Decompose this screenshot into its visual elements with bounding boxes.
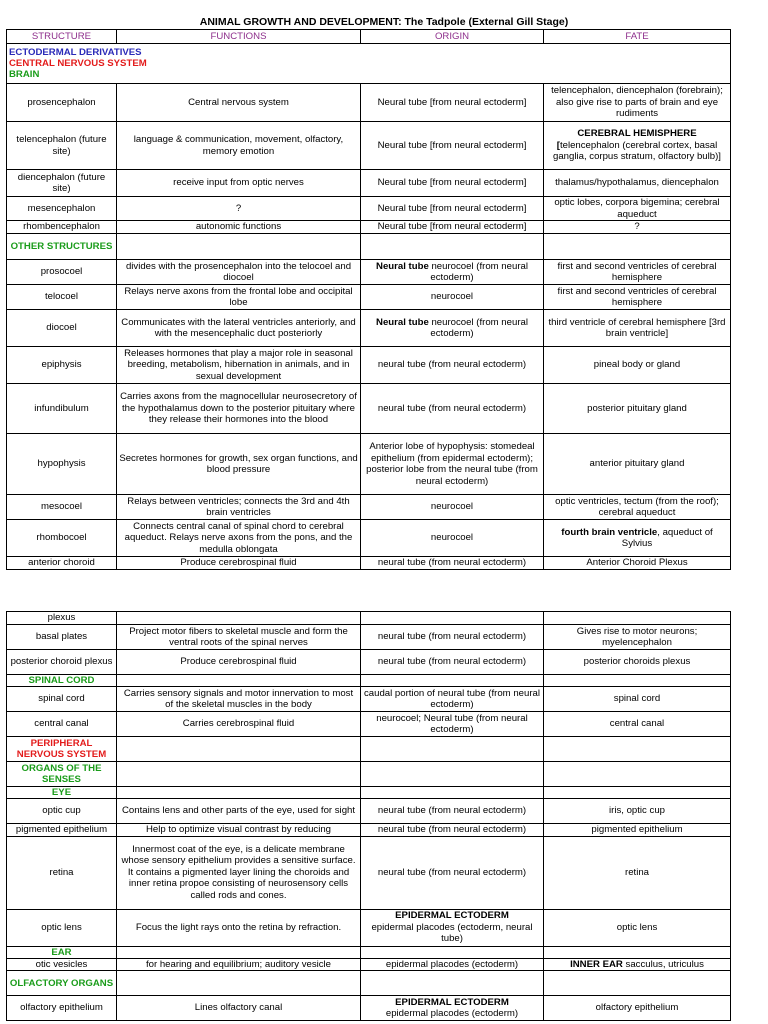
table-row [7, 170, 731, 197]
function-cell: Connects central canal of spinal chord to cerebral aqueduct. Relays nerve axons from the pons, and the medulla oblongata [117, 520, 361, 557]
document-title: ANIMAL GROWTH AND DEVELOPMENT: The Tadpole (External Gill Stage) [199, 16, 569, 28]
origin-cell: Neural tube [from neural ectoderm] [361, 122, 544, 170]
table-row [7, 909, 731, 946]
origin-bold-text: EPIDERMAL ECTODERM [395, 910, 509, 922]
function-cell: Carries sensory signals and motor innervation to most of the skeletal muscles in the body [117, 687, 361, 712]
origin-text: epidermal placodes (ectoderm) [385, 1008, 519, 1020]
table-row [7, 675, 731, 687]
structure-cell: pigmented epithelium [7, 824, 117, 837]
function-cell: Releases hormones that play a major role in seasonal breeding, metabolism, hibernation in animals, and in sexual development [117, 347, 361, 384]
empty-cell [361, 971, 544, 996]
fate-cell: optic ventricles, tectum (from the roof); cerebral aqueduct [544, 495, 731, 520]
fate-cell: optic lobes, corpora bigemina; cerebral aqueduct [544, 197, 731, 221]
fate-text: sacculus, utriculus [622, 958, 704, 970]
fate-cell: anterior pituitary gland [544, 434, 731, 495]
empty-cell [544, 612, 731, 625]
central-nervous-system-heading: CENTRAL NERVOUS SYSTEM [9, 57, 147, 69]
empty-cell [117, 971, 361, 996]
fate-cell: thalamus/hypothalamus, diencephalon [544, 170, 731, 197]
function-cell: Carries axons from the magnocellular neurosecretory of the hypothalamus down to the posterior pituitary where they release their hormones into the blood [117, 384, 361, 434]
section-row [7, 44, 731, 84]
structure-cell: infundibulum [7, 384, 117, 434]
table-row [7, 958, 731, 971]
empty-cell [544, 675, 731, 687]
section-heading-cell [7, 44, 731, 84]
header-fate: FATE [544, 30, 731, 44]
function-cell: Contains lens and other parts of the eye, used for sight [117, 799, 361, 824]
origin-text: epidermal placodes (ectoderm, neural tube) [371, 921, 533, 945]
structure-cell: telencephalon (future site) [7, 122, 117, 170]
origin-cell: Neural tube [from neural ectoderm] [361, 197, 544, 221]
table-row [7, 737, 731, 762]
fate-cell: olfactory epithelium [544, 996, 731, 1021]
origin-cell: neural tube (from neural ectoderm) [361, 625, 544, 650]
function-cell: Produce cerebrospinal fluid [117, 557, 361, 570]
structure-cell: epiphysis [7, 347, 117, 384]
structure-cell: olfactory epithelium [7, 996, 117, 1021]
table-row [7, 787, 731, 799]
origin-bold-text: EPIDERMAL ECTODERM [395, 996, 509, 1008]
fate-cell [544, 958, 731, 971]
peripheral-nervous-system-heading: PERIPHERAL NERVOUS SYSTEM [7, 737, 117, 762]
fate-cell [544, 520, 731, 557]
table-row [7, 434, 731, 495]
origin-bold-text: Neural tube [376, 260, 429, 272]
ectodermal-derivatives-heading: ECTODERMAL DERIVATIVES [9, 46, 142, 58]
table-row [7, 625, 731, 650]
table-page-1 [6, 29, 731, 570]
fate-cell: first and second ventricles of cerebral hemisphere [544, 260, 731, 285]
origin-text: neurocoel (from neural ectoderm) [428, 260, 528, 283]
function-cell: Innermost coat of the eye, is a delicate membrane whose sensory epithelium provides a sensitive surface. It contains a pigmented layer lining the choroids and inner retina propoe consisting of neurosensory cells called rods and cones. [117, 836, 361, 909]
function-cell: Carries cerebrospinal fluid [117, 712, 361, 737]
empty-cell [544, 762, 731, 787]
empty-cell [544, 234, 731, 260]
empty-cell [361, 787, 544, 799]
structure-cell: diencephalon (future site) [7, 170, 117, 197]
empty-cell [117, 762, 361, 787]
structure-cell: plexus [7, 612, 117, 625]
header-origin: ORIGIN [361, 30, 544, 44]
function-cell: Communicates with the lateral ventricles anteriorly, and with the mesencephalic duct posteriorly [117, 310, 361, 347]
function-cell: Focus the light rays onto the retina by refraction. [117, 909, 361, 946]
function-cell: Lines olfactory canal [117, 996, 361, 1021]
header-row [7, 30, 731, 44]
origin-cell: epidermal placodes (ectoderm) [361, 958, 544, 971]
table-row [7, 836, 731, 909]
empty-cell [361, 946, 544, 958]
table-row [7, 285, 731, 310]
function-cell: Help to optimize visual contrast by reducing [117, 824, 361, 837]
table-row [7, 234, 731, 260]
table-row [7, 557, 731, 570]
structure-cell: optic lens [7, 909, 117, 946]
origin-cell: Neural tube [from neural ectoderm] [361, 84, 544, 122]
organs-of-the-senses-heading: ORGANS OF THE SENSES [7, 762, 117, 787]
fate-cell: ? [544, 221, 731, 234]
origin-cell: Neural tube [from neural ectoderm] [361, 221, 544, 234]
structure-cell: spinal cord [7, 687, 117, 712]
origin-cell: caudal portion of neural tube (from neural ectoderm) [361, 687, 544, 712]
origin-cell [361, 260, 544, 285]
table-row [7, 762, 731, 787]
origin-cell: neural tube (from neural ectoderm) [361, 824, 544, 837]
function-cell: ? [117, 197, 361, 221]
origin-cell: neurocoel [361, 495, 544, 520]
structure-cell: optic cup [7, 799, 117, 824]
header-functions: FUNCTIONS [117, 30, 361, 44]
origin-cell: neural tube (from neural ectoderm) [361, 347, 544, 384]
fate-cell: pigmented epithelium [544, 824, 731, 837]
structure-cell: mesocoel [7, 495, 117, 520]
table-row [7, 122, 731, 170]
fate-bold-text: fourth brain ventricle [561, 526, 658, 538]
origin-cell [361, 310, 544, 347]
structure-cell: central canal [7, 712, 117, 737]
empty-cell [544, 737, 731, 762]
empty-cell [361, 234, 544, 260]
empty-cell [117, 787, 361, 799]
origin-cell [361, 909, 544, 946]
origin-bold-text: Neural tube [376, 316, 429, 328]
fate-bracket: [ [556, 139, 560, 151]
brain-heading: BRAIN [9, 69, 40, 81]
fate-bold-text: INNER EAR [570, 958, 623, 970]
function-cell: Relays between ventricles; connects the 3rd and 4th brain ventricles [117, 495, 361, 520]
table-row [7, 971, 731, 996]
fate-bold-text: CEREBRAL HEMISPHERE [577, 128, 697, 140]
structure-cell: telocoel [7, 285, 117, 310]
empty-cell [117, 737, 361, 762]
fate-cell: retina [544, 836, 731, 909]
function-cell: divides with the prosencephalon into the telocoel and diocoel [117, 260, 361, 285]
header-structure: STRUCTURE [7, 30, 117, 44]
fate-text: , aqueduct of Sylvius [621, 526, 713, 549]
table-row [7, 712, 731, 737]
fate-cell: telencephalon, diencephalon (forebrain); also give rise to parts of brain and eye rudiments [544, 84, 731, 122]
table-row [7, 612, 731, 625]
empty-cell [361, 675, 544, 687]
empty-cell [117, 612, 361, 625]
fate-cell: central canal [544, 712, 731, 737]
fate-cell: Gives rise to motor neurons; myelencephalon [544, 625, 731, 650]
fate-cell: pineal body or gland [544, 347, 731, 384]
empty-cell [544, 787, 731, 799]
fate-cell: posterior choroids plexus [544, 650, 731, 675]
table-row [7, 687, 731, 712]
table-row [7, 347, 731, 384]
function-cell: Relays nerve axons from the frontal lobe and occipital lobe [117, 285, 361, 310]
table-row [7, 197, 731, 221]
table-row [7, 520, 731, 557]
structure-cell: prosencephalon [7, 84, 117, 122]
structure-cell: diocoel [7, 310, 117, 347]
fate-cell: posterior pituitary gland [544, 384, 731, 434]
origin-cell [361, 996, 544, 1021]
function-cell: language & communication, movement, olfactory, memory emotion [117, 122, 361, 170]
empty-cell [117, 946, 361, 958]
table-row [7, 946, 731, 958]
fate-cell: iris, optic cup [544, 799, 731, 824]
structure-cell: mesencephalon [7, 197, 117, 221]
table-row [7, 384, 731, 434]
origin-text: neurocoel (from neural ectoderm) [428, 316, 528, 339]
fate-cell: optic lens [544, 909, 731, 946]
structure-cell: rhombencephalon [7, 221, 117, 234]
function-cell: autonomic functions [117, 221, 361, 234]
table-row [7, 495, 731, 520]
fate-cell: third ventricle of cerebral hemisphere [3rd brain ventricle] [544, 310, 731, 347]
fate-cell: spinal cord [544, 687, 731, 712]
origin-cell: neural tube (from neural ectoderm) [361, 650, 544, 675]
fate-cell: Anterior Choroid Plexus [544, 557, 731, 570]
olfactory-organs-heading: OLFACTORY ORGANS [7, 971, 117, 996]
origin-cell: neural tube (from neural ectoderm) [361, 557, 544, 570]
function-cell: Central nervous system [117, 84, 361, 122]
structure-cell: basal plates [7, 625, 117, 650]
origin-cell: neural tube (from neural ectoderm) [361, 384, 544, 434]
origin-cell: neural tube (from neural ectoderm) [361, 799, 544, 824]
other-structures-heading: OTHER STRUCTURES [7, 234, 117, 260]
structure-cell: hypophysis [7, 434, 117, 495]
origin-cell: neurocoel; Neural tube (from neural ectoderm) [361, 712, 544, 737]
table-row [7, 84, 731, 122]
function-cell: Project motor fibers to skeletal muscle and form the ventral roots of the spinal nerves [117, 625, 361, 650]
function-cell: for hearing and equilibrium; auditory vesicle [117, 958, 361, 971]
structure-cell: posterior choroid plexus [7, 650, 117, 675]
structure-cell: prosocoel [7, 260, 117, 285]
structure-cell: rhombocoel [7, 520, 117, 557]
table-row [7, 221, 731, 234]
origin-cell: neural tube (from neural ectoderm) [361, 836, 544, 909]
fate-cell [544, 122, 731, 170]
empty-cell [361, 737, 544, 762]
function-cell: Produce cerebrospinal fluid [117, 650, 361, 675]
table-row [7, 260, 731, 285]
fate-cell: first and second ventricles of cerebral hemisphere [544, 285, 731, 310]
empty-cell [544, 946, 731, 958]
table-row [7, 650, 731, 675]
table-row [7, 824, 731, 837]
empty-cell [544, 971, 731, 996]
function-cell: Secretes hormones for growth, sex organ functions, and blood pressure [117, 434, 361, 495]
function-cell: receive input from optic nerves [117, 170, 361, 197]
empty-cell [117, 234, 361, 260]
origin-cell: Anterior lobe of hypophysis: stomedeal epithelium (from epidermal ectoderm); posterior lobe from the neural tube (from neural ectoderm) [361, 434, 544, 495]
origin-cell: neurocoel [361, 285, 544, 310]
fate-text: telencephalon (cerebral cortex, basal ganglia, corpus stratum, olfactory bulb)] [553, 139, 721, 163]
origin-cell: neurocoel [361, 520, 544, 557]
eye-heading: EYE [7, 787, 117, 799]
table-row [7, 799, 731, 824]
origin-cell: Neural tube [from neural ectoderm] [361, 170, 544, 197]
empty-cell [361, 612, 544, 625]
empty-cell [361, 762, 544, 787]
structure-cell: retina [7, 836, 117, 909]
table-page-2 [6, 611, 731, 1021]
table-row [7, 996, 731, 1021]
structure-cell: anterior choroid [7, 557, 117, 570]
ear-heading: EAR [7, 946, 117, 958]
structure-cell: otic vesicles [7, 958, 117, 971]
empty-cell [117, 675, 361, 687]
spinal-cord-heading: SPINAL CORD [7, 675, 117, 687]
table-row [7, 310, 731, 347]
